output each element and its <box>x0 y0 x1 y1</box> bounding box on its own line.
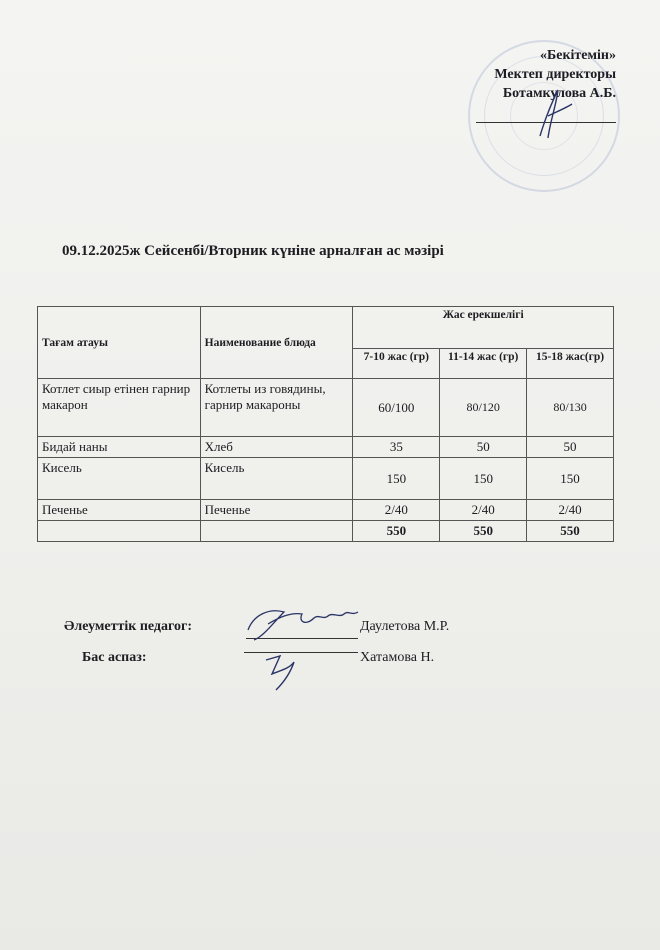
portion-15-18: 2/40 <box>527 500 614 521</box>
header-dish-kz: Тағам атауы <box>38 307 201 379</box>
head-cook-name: Хатамова Н. <box>360 650 435 665</box>
head-cook-row <box>82 650 147 666</box>
table-row <box>38 379 614 437</box>
totals-empty-ru <box>200 521 353 542</box>
portion-11-14: 50 <box>440 437 527 458</box>
portion-7-10: 35 <box>353 437 440 458</box>
table-row <box>38 437 614 458</box>
totals-row <box>38 521 614 542</box>
total-7-10: 550 <box>353 521 440 542</box>
head-cook-label: Бас аспаз: <box>82 650 147 665</box>
menu-table <box>37 306 614 542</box>
dish-kz: Печенье <box>38 500 201 521</box>
dish-ru: Котлеты из говядины, гарнир макароны <box>200 379 353 437</box>
header-age-7-10: 7-10 жас (гр) <box>353 349 440 379</box>
head-cook-signature <box>258 648 308 694</box>
header-age-group: Жас ерекшелігі <box>353 307 614 349</box>
portion-15-18: 80/130 <box>527 379 614 437</box>
dish-ru: Кисель <box>200 458 353 500</box>
portion-11-14: 150 <box>440 458 527 500</box>
approval-title: «Бекітемін» <box>539 48 616 63</box>
dish-kz: Бидай наны <box>38 437 201 458</box>
social-pedagog-name: Даулетова М.Р. <box>360 619 450 634</box>
menu-title: 09.12.2025ж Сейсенбі/Вторник күніне арналған ас мәзірі <box>62 243 444 259</box>
portion-11-14: 80/120 <box>440 379 527 437</box>
portion-7-10: 60/100 <box>353 379 440 437</box>
dish-kz: Котлет сиыр етінен гарнир макарон <box>38 379 201 437</box>
total-11-14: 550 <box>440 521 527 542</box>
table-row <box>38 458 614 500</box>
dish-ru: Печенье <box>200 500 353 521</box>
header-age-11-14: 11-14 жас (гр) <box>440 349 527 379</box>
dish-kz: Кисель <box>38 458 201 500</box>
portion-15-18: 150 <box>527 458 614 500</box>
totals-empty-kz <box>38 521 201 542</box>
portion-11-14: 2/40 <box>440 500 527 521</box>
total-15-18: 550 <box>527 521 614 542</box>
approval-position: Мектеп директоры <box>494 67 616 82</box>
social-pedagog-signature <box>244 600 366 650</box>
table-row <box>38 500 614 521</box>
approval-director-name: Ботамкулова А.Б. <box>502 86 616 101</box>
social-pedagog-label: Әлеуметтік педагог: <box>64 619 193 634</box>
portion-7-10: 150 <box>353 458 440 500</box>
director-signature <box>520 86 580 144</box>
header-dish-ru: Наименование блюда <box>200 307 353 379</box>
social-pedagog-row <box>64 619 192 635</box>
portion-15-18: 50 <box>527 437 614 458</box>
portion-7-10: 2/40 <box>353 500 440 521</box>
dish-ru: Хлеб <box>200 437 353 458</box>
header-age-15-18: 15-18 жас(гр) <box>527 349 614 379</box>
